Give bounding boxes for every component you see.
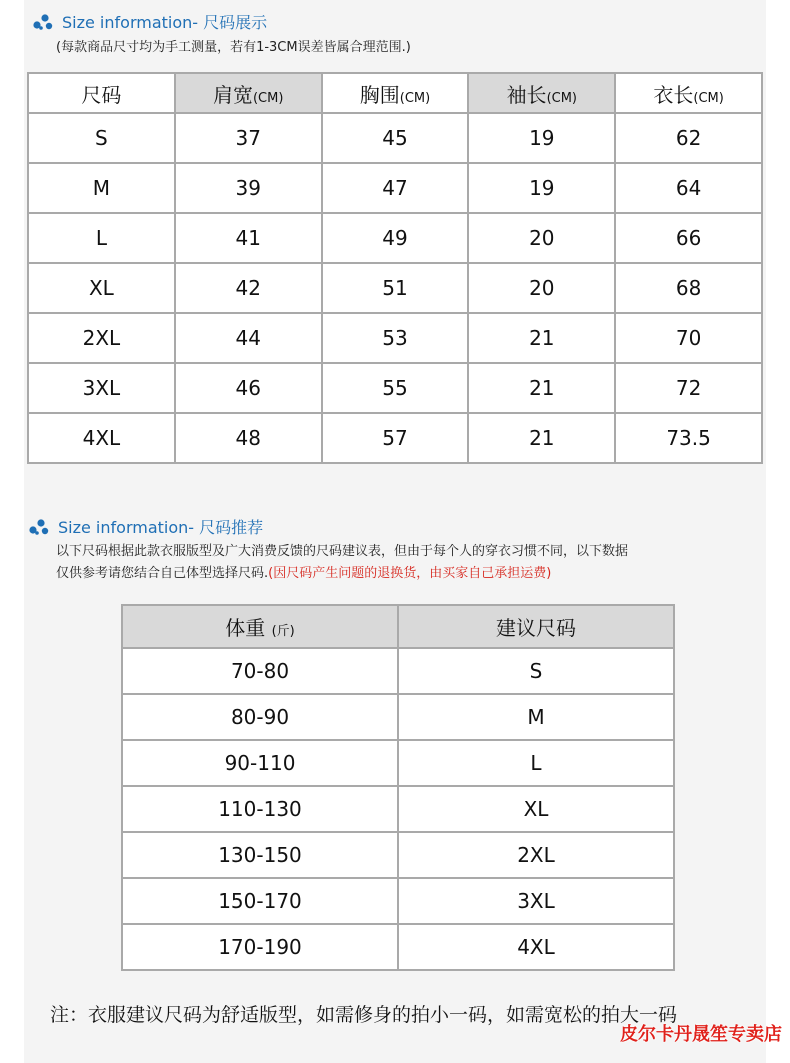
cell-recommended-size: 4XL [398, 924, 674, 970]
cell-chest: 53 [322, 313, 469, 363]
table-row [122, 832, 674, 878]
table-row [28, 313, 762, 363]
cell-sleeve: 21 [468, 363, 615, 413]
header-shoulder: 肩宽(CM) [175, 73, 322, 113]
cell-size: S [28, 113, 175, 163]
cell-chest: 51 [322, 263, 469, 313]
cell-chest: 45 [322, 113, 469, 163]
table-row [122, 786, 674, 832]
header-length: 衣长(CM) [615, 73, 762, 113]
cell-shoulder: 42 [175, 263, 322, 313]
cell-recommended-size: M [398, 694, 674, 740]
table-row [122, 740, 674, 786]
cell-length: 72 [615, 363, 762, 413]
cell-sleeve: 19 [468, 113, 615, 163]
size-recommendation-table [121, 604, 675, 971]
cell-chest: 49 [322, 213, 469, 263]
cell-shoulder: 46 [175, 363, 322, 413]
section1-title: Size information- 尺码展示 [62, 13, 268, 32]
cell-size: L [28, 213, 175, 263]
cell-sleeve: 20 [468, 213, 615, 263]
cell-sleeve: 19 [468, 163, 615, 213]
return-policy-warning: (因尺码产生问题的退换货，由买家自己承担运费) [268, 566, 552, 581]
cell-size: 4XL [28, 413, 175, 463]
cell-recommended-size: 2XL [398, 832, 674, 878]
table-row [122, 878, 674, 924]
section2-title: Size information- 尺码推荐 [58, 518, 264, 537]
table-row [122, 648, 674, 694]
table-row [28, 363, 762, 413]
cell-shoulder: 48 [175, 413, 322, 463]
cell-shoulder: 44 [175, 313, 322, 363]
header-sleeve: 袖长(CM) [468, 73, 615, 113]
cell-length: 70 [615, 313, 762, 363]
cell-size: 3XL [28, 363, 175, 413]
header-weight: 体重 (斤) [122, 605, 398, 648]
table-row [28, 263, 762, 313]
cell-sleeve: 20 [468, 263, 615, 313]
size-chart-header-row [28, 73, 762, 113]
description-line-1: 以下尺码根据此款衣服版型及广大消费反馈的尺码建议表，但由于每个人的穿衣习惯不同，以下数据 [56, 544, 629, 559]
cell-recommended-size: XL [398, 786, 674, 832]
cell-sleeve: 21 [468, 313, 615, 363]
recommendation-description [56, 541, 628, 585]
cell-weight: 110-130 [122, 786, 398, 832]
cell-chest: 47 [322, 163, 469, 213]
cell-weight: 70-80 [122, 648, 398, 694]
cell-sleeve: 21 [468, 413, 615, 463]
brand-dots-icon [28, 518, 50, 536]
table-row [28, 213, 762, 263]
brand-dots-icon [32, 13, 54, 31]
cell-chest: 57 [322, 413, 469, 463]
table-row [122, 694, 674, 740]
table-row [28, 163, 762, 213]
fit-footnote: 注：衣服建议尺码为舒适版型，如需修身的拍小一码，如需宽松的拍大一码 [50, 1004, 678, 1026]
header-chest: 胸围(CM) [322, 73, 469, 113]
size-chart-table [27, 72, 763, 464]
table-row [28, 113, 762, 163]
cell-chest: 55 [322, 363, 469, 413]
table-row [28, 413, 762, 463]
cell-length: 66 [615, 213, 762, 263]
recommendation-header-row [122, 605, 674, 648]
cell-recommended-size: L [398, 740, 674, 786]
cell-weight: 80-90 [122, 694, 398, 740]
cell-weight: 150-170 [122, 878, 398, 924]
measurement-note: (每款商品尺寸均为手工测量，若有1-3CM误差皆属合理范围.) [56, 40, 411, 55]
cell-length: 64 [615, 163, 762, 213]
cell-shoulder: 41 [175, 213, 322, 263]
cell-size: XL [28, 263, 175, 313]
cell-length: 68 [615, 263, 762, 313]
cell-recommended-size: 3XL [398, 878, 674, 924]
cell-length: 62 [615, 113, 762, 163]
cell-size: 2XL [28, 313, 175, 363]
cell-shoulder: 39 [175, 163, 322, 213]
header-recommended-size: 建议尺码 [398, 605, 674, 648]
cell-recommended-size: S [398, 648, 674, 694]
table-row [122, 924, 674, 970]
description-line-2: 仅供参考请您结合自己体型选择尺码.(因尺码产生问题的退换货，由买家自己承担运费) [56, 566, 552, 581]
header-size: 尺码 [28, 73, 175, 113]
section1-header [32, 10, 267, 33]
cell-size: M [28, 163, 175, 213]
cell-weight: 170-190 [122, 924, 398, 970]
cell-weight: 130-150 [122, 832, 398, 878]
cell-length: 73.5 [615, 413, 762, 463]
cell-shoulder: 37 [175, 113, 322, 163]
section2-header [28, 515, 263, 538]
cell-weight: 90-110 [122, 740, 398, 786]
store-watermark: 皮尔卡丹晟笙专卖店 [620, 1024, 782, 1045]
